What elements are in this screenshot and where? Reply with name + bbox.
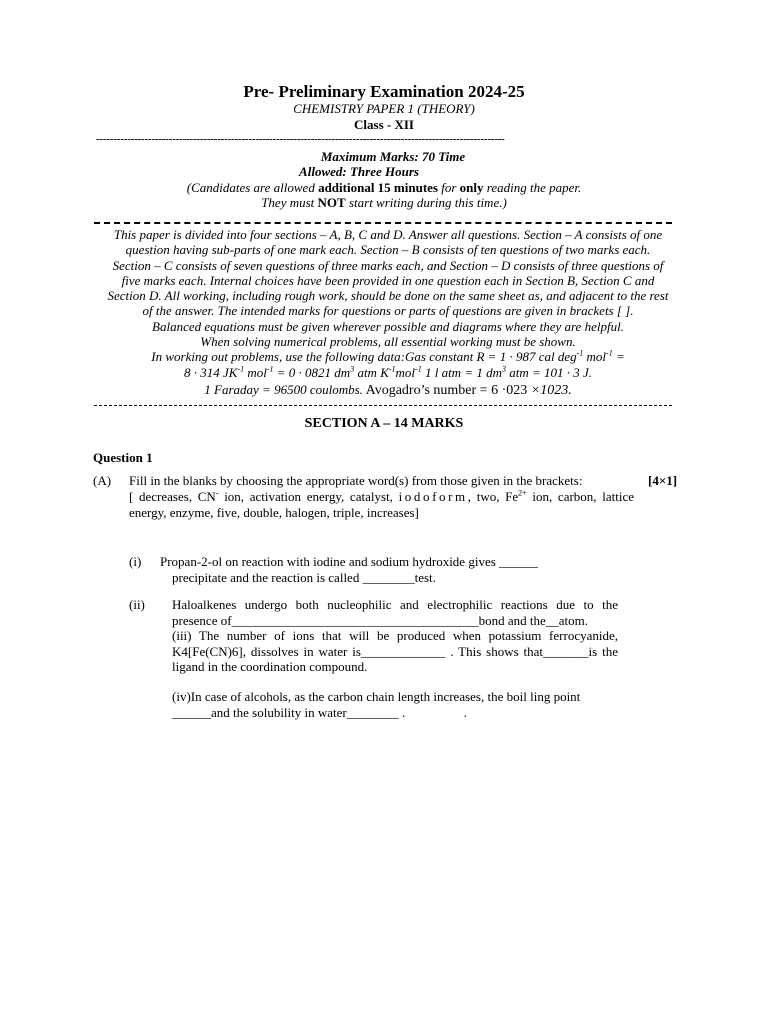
exam-title: Pre- Preliminary Examination 2024-25 bbox=[243, 82, 525, 101]
bold-dashed-divider bbox=[94, 210, 672, 224]
subq-ii-body: Haloalkenes undergo both nucleophilic and electrophilic reactions due to the presence of______________________________________bond and the__atom. bbox=[172, 597, 618, 628]
faraday-avogadro-line: 1 Faraday = 96500 coulombs. Avogadro’s number = 6 ·023 ×1023. bbox=[204, 381, 572, 398]
constants-line: 8 · 314 $JK^{-1}$ mol$^{-1}$ = 0 · 0821 $dm^3$ atm $K^{-1}mol^{-1}$ 1 l atm = 1 $dm^3$ atm = 101 · 3 J. bbox=[183, 364, 593, 380]
marks-badge: [4×1] bbox=[648, 473, 678, 488]
section-heading: SECTION A – 14 MARKS bbox=[304, 416, 464, 431]
gas-constant-line: In working out problems, use the following data:Gas constant R = 1 · 987 cal deg$^{-1}$ mol$^{-1}$ = bbox=[151, 349, 625, 365]
part-a-instructions: Fill in the blanks by choosing the appropriate word(s) from those given in the brackets: [ decreases, CN- ion, activation energy, catalyst, iodoform, two, $Fe^{2+}$ ion, carbon, lattice energy, enzyme, five, double, halogen, triple, increases] bbox=[129, 473, 634, 520]
subq-ii-text bbox=[172, 597, 618, 675]
subq-i-text: Propan-2-ol on reaction with iodine and sodium hydroxide gives ______ precipitate and the reaction is called ________test. bbox=[160, 554, 539, 585]
reading-time-note: (Candidates are allowed additional 15 minutes for only reading the paper. bbox=[186, 180, 582, 195]
class-label: Class - XII bbox=[354, 117, 414, 132]
subq-iv-text: (iv)In case of alcohols, as the carbon chain length increases, the boil ling point ______and the solubility in water________ . . bbox=[172, 689, 584, 720]
dashed-rule: ---------------------------------------------------------------------------------------------------------------------- bbox=[96, 133, 505, 145]
general-instructions: This paper is divided into four sections – A, B, C and D. Answer all questions. Section – A consists of one question having sub-parts of one mark each. Section – B consists of ten questions of two marks each. Section – C consists of seven questions of three marks each, and Section – D consists of three questions of five marks each. Internal choices have been provided in one question each in Section B, Section C and Section D. All working, including rough work, should be done on the same sheet as, and adjacent to the rest of the answer. The intended marks for questions or parts of questions are given in brackets [ ]. Balanced equations must be given wherever possible and diagrams where they are helpful. When solving numerical problems, all essential working must be shown. In working out problems, use the following data:Gas constant R = 1 · 987 cal deg$^{-1}$ mol$^{-1}$ = 8 · 314 $JK^{-1}$ mol$^{-1}$ = 0 · 0821 $dm^3$ atm $K^{-1}mol^{-1}$ 1 l atm = 1 $dm^3$ atm = 101 · 3 J. 1 Faraday = 96500 coulombs. Avogadro’s number = 6 ·023 ×1023. bbox=[78, 227, 698, 398]
subq-iii-text: (iii) The number of ions that will be produced when potassium ferrocyanide, K4[Fe(CN)6], dissolves in water is_____________ . This shows that_______is the ligand in the coordination compound. bbox=[172, 628, 618, 674]
subq-i-label: (i) bbox=[129, 554, 142, 569]
subq-ii-label: (ii) bbox=[129, 597, 145, 612]
question-label: Question 1 bbox=[93, 450, 153, 465]
time-allowed: Allowed: Three Hours bbox=[299, 164, 419, 179]
reading-time-note-2: They must NOT start writing during this time.) bbox=[261, 195, 507, 210]
dashed-divider bbox=[94, 405, 672, 406]
paper-name: CHEMISTRY PAPER 1 (THEORY) bbox=[293, 101, 475, 116]
max-marks: Maximum Marks: 70 Time bbox=[320, 149, 466, 164]
word-bank: [ decreases, CN- ion, activation energy, catalyst, iodoform, two, $Fe^{2+}$ ion, carbon, lattice energy, enzyme, five, double, halogen, triple, increases] bbox=[129, 488, 634, 520]
part-a-label: (A) bbox=[93, 473, 112, 488]
